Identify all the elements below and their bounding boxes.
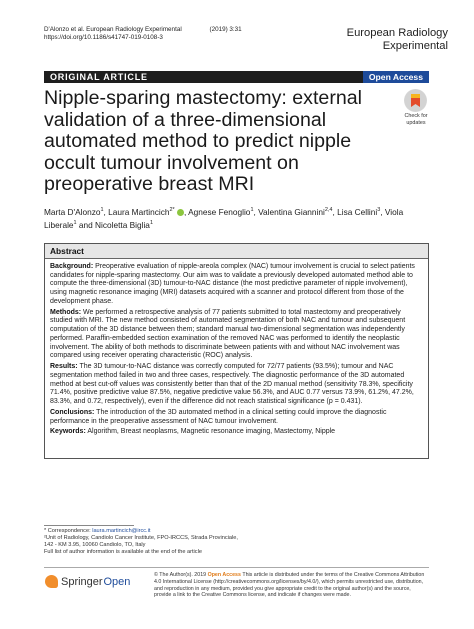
- background-label: Background:: [50, 263, 94, 270]
- open-word: Open: [103, 576, 131, 588]
- abstract-box: [44, 243, 429, 459]
- abstract-methods: [50, 309, 424, 361]
- license-body: This article is distributed under the terms of the Creative Commons Attribution 4.0 International License (http://creativecommons.org/licenses/by/4.0/), which permits unrestricted use, distribution, and reproduction in any medium, provided you give appropriate credit to the original author(s) and the source, provide a link to the Creative Commons license, and indicate if changes were made.: [154, 572, 425, 599]
- article-title: Nipple-sparing mastectomy: external validation of a three-dimensional automated method to predict nipple occult tumour involvement on preoperative breast MRI: [44, 87, 362, 195]
- check-for-updates-icon[interactable]: [404, 89, 427, 112]
- abstract-body: [50, 263, 424, 439]
- author-list: [44, 205, 432, 231]
- abstract-keywords: [50, 428, 424, 437]
- methods-text: We performed a retrospective analysis of 77 patients submitted to total mastectomy and preoperatively studied with MRI. The new method consisted of automated segmentation of both NAC and tumour and subsequent computation of the 3D distance between them; standard manual two-dimensional segmentation was independently performed. Paraffin-embedded section examination of the removed NAC was performed to identify the neoplastic involvement. The ability of both methods to discriminate between patients with and without NAC involvement was compared using receiver operating characteristic (ROC) analysis.: [50, 308, 406, 360]
- check-for-updates-line1: Check for: [404, 113, 428, 119]
- author-affiliation-mark: 1: [250, 207, 254, 213]
- results-text: The 3D tumour-to-NAC distance was correctly computed for 72/77 patients (93.5%); tumour and NAC segmentation method failed in two and three cases, respectively. The diagnostic performance of the 3D automated method at best cut-off values was consistently better than that of the 2D manual method (sensitivity 78.3%, specificity 71.4%, positive predictive value 87.5%, negative predictive value 56.3%, and AUC 0.77 versus 73.9%, 61.2%, 47.2%, 83.3%, and 0.72, respectively), even if the difference did not reach statistical significance (p = 0.431).: [50, 363, 414, 405]
- author-info-note: Full list of author information is available at the end of the article: [44, 549, 202, 555]
- footnotes: [44, 528, 244, 556]
- check-for-updates-label[interactable]: [396, 113, 436, 126]
- check-for-updates-line2: updates: [406, 119, 426, 126]
- correspondence-prefix: * Correspondence:: [44, 528, 93, 534]
- correspondence-email-link[interactable]: laura.martincich@ircc.it: [92, 528, 151, 534]
- affiliation-note: ²Unit of Radiology, Candiolo Cancer Institute, FPO-IRCCS, Strada Provinciale, 142 - KM 3.95, 10060 Candiolo, TO, Italy: [44, 535, 238, 548]
- author-affiliation-mark: 2,4: [324, 207, 333, 213]
- journal-name-line1: European Radiology: [346, 27, 448, 39]
- license-text: [154, 572, 429, 599]
- abstract-conclusions: [50, 409, 424, 426]
- springer-open-logo: [45, 574, 135, 594]
- article-type-banner: [44, 71, 429, 83]
- background-text: Preoperative evaluation of nipple-areola complex (NAC) tumour involvement is crucial to select patients candidates for nipple-sparing mastectomy. Our aim was to validate a previously developed automated method able to compute the three-dimensional (3D) tumour-to-NAC distance (the most predictive parameter of nipple involvement), using magnetic resonance imaging (MRI) datasets acquired with a scanner and protocol different from those of the development phase.: [50, 263, 415, 305]
- author-affiliation-mark: 1: [73, 219, 77, 226]
- springer-horse-icon: [45, 575, 58, 588]
- results-label: Results:: [50, 363, 78, 371]
- citation-authors-journal: D'Alonzo et al. European Radiology Experimental: [44, 26, 182, 33]
- orcid-icon[interactable]: [177, 209, 184, 216]
- author-affiliation-mark: 3: [377, 207, 381, 213]
- author-name: , Valentina Giannini: [253, 206, 325, 217]
- author-name: and Nicoletta Biglia: [76, 219, 150, 230]
- license-open-access: Open Access: [207, 572, 241, 578]
- footnote-divider: [44, 525, 134, 526]
- abstract-heading: Abstract: [50, 246, 84, 256]
- author-affiliation-mark: 1: [100, 207, 104, 213]
- springer-word: Springer: [61, 576, 103, 588]
- author-affiliation-mark: 2*: [169, 207, 175, 213]
- article-type-label: ORIGINAL ARTICLE: [50, 72, 148, 82]
- keywords-text: Algorithm, Breast neoplasms, Magnetic resonance imaging, Mastectomy, Nipple: [85, 428, 336, 436]
- author-name: Marta D'Alonzo: [44, 206, 101, 217]
- doi-link[interactable]: https://doi.org/10.1186/s41747-019-0108-3: [44, 34, 163, 41]
- citation-line: [44, 26, 242, 34]
- abstract-header: [45, 244, 428, 259]
- bottom-divider: [44, 567, 429, 568]
- author-name: , Lisa Cellini: [332, 206, 378, 217]
- citation-year: (2019) 3:31: [209, 26, 242, 33]
- springer-wordmark: [61, 576, 130, 589]
- keywords-label: Keywords:: [50, 428, 86, 436]
- correspondence-line: [44, 528, 244, 535]
- conclusions-label: Conclusions:: [50, 408, 95, 416]
- abstract-results: [50, 363, 424, 407]
- author-name: , Laura Martincich: [103, 206, 170, 217]
- conclusions-text: The introduction of the 3D automated method in a clinical setting could improve the diagnostic performance in the preoperative assessment of NAC tumour involvement.: [50, 408, 387, 425]
- open-access-badge: Open Access: [363, 71, 429, 83]
- journal-name: [347, 27, 448, 53]
- journal-name-line2: Experimental: [382, 40, 448, 52]
- author-name: , Viola Liberale: [44, 206, 404, 230]
- license-prefix: © The Author(s). 2019: [154, 572, 208, 578]
- abstract-background: [50, 263, 424, 307]
- author-name: , Agnese Fenoglio: [184, 206, 251, 217]
- author-affiliation-mark: 1: [149, 219, 153, 226]
- methods-label: Methods:: [50, 308, 82, 316]
